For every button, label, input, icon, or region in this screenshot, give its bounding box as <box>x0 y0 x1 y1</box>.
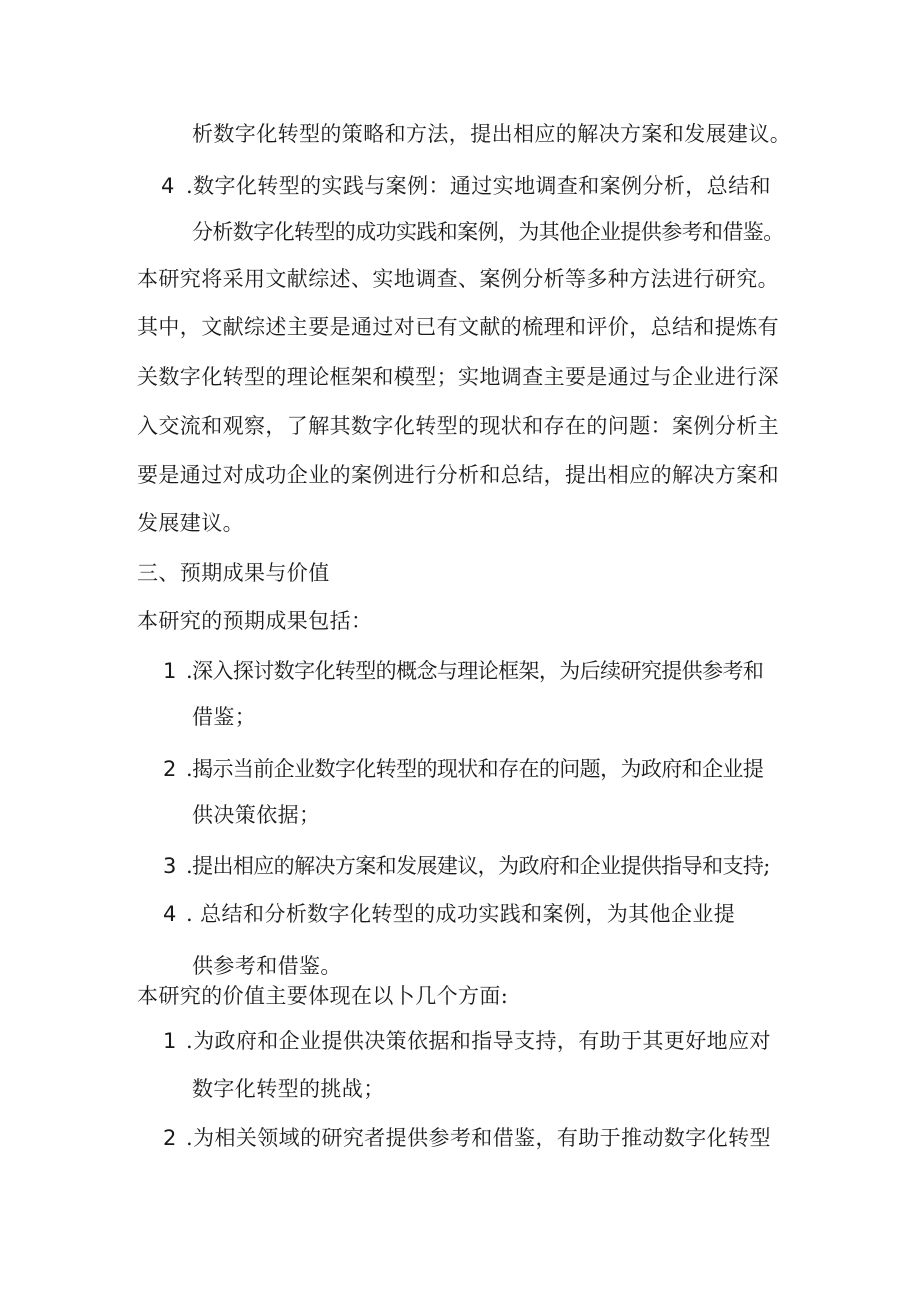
value-intro: 本研究的价值主要体现在以卜几个方面: <box>137 984 509 1008</box>
list-number: 4 <box>161 174 175 198</box>
outcome-line-1: .深入探讨数字化转型的概念与理论框架，为后续研究提供参考和 <box>186 659 764 683</box>
methods-line: 要是通过对成功企业的案例进行分析和总结，提出相应的解决方案和 <box>137 463 779 487</box>
section-heading: 三、预期成果与价值 <box>137 561 330 585</box>
list-number: 2 <box>163 1126 177 1150</box>
list-number: 1 <box>163 659 177 683</box>
methods-line: 发展建议。 <box>137 511 244 535</box>
list-number: 1 <box>163 1029 177 1053</box>
methods-line: 入交流和观察，了解其数字化转型的现状和存在的问题：案例分析主 <box>137 414 779 438</box>
value-line-1: .为政府和企业提供决策依据和指导支持，有助于其更好地应对 <box>186 1029 771 1053</box>
outcome-line-2: 供参考和借鉴。 <box>192 954 342 978</box>
prev-paragraph-tail: 析数字化转型的策略和方法，提出相应的解决方案和发展建议。 <box>192 122 792 146</box>
methods-line: 其中，文献综述主要是通过对已有文献的梳理和评价，总结和提炼有 <box>137 315 779 339</box>
research-item-line-2: 分析数字化转型的成功实践和案例，为其他企业提供参考和借鉴。 <box>192 220 784 244</box>
outcomes-intro: 本研究的预期成果包括： <box>137 609 373 633</box>
value-line-2: 数字化转型的挑战； <box>192 1077 385 1101</box>
outcome-line-2: 借鉴； <box>192 705 257 729</box>
outcome-line-1: .揭示当前企业数字化转型的现状和存在的问题，为政府和企业提 <box>186 757 764 781</box>
outcome-line-2: 供决策依据； <box>192 803 321 827</box>
list-number: 2 <box>163 757 177 781</box>
methods-line: 关数字化转型的理论框架和模型；实地调查主要是通过与企业进行深 <box>137 365 779 389</box>
outcome-line-1: .提出相应的解决方案和发展建议，为政府和企业提供指导和支持; <box>186 854 770 878</box>
list-number: 4 <box>163 902 177 926</box>
research-item-line-1: .数字化转型的实践与案例：通过实地调查和案例分析，总结和 <box>186 174 771 198</box>
outcome-line-1: . 总结和分析数字化转型的成功实践和案例，为其他企业提 <box>186 902 736 926</box>
list-number: 3 <box>163 854 177 878</box>
methods-line: 本研究将采用文献综述、实地调查、案例分析等多种方法进行研究。 <box>137 267 779 291</box>
value-line-1: .为相关领域的研究者提供参考和借鉴，有助于推动数字化转型 <box>186 1126 771 1150</box>
